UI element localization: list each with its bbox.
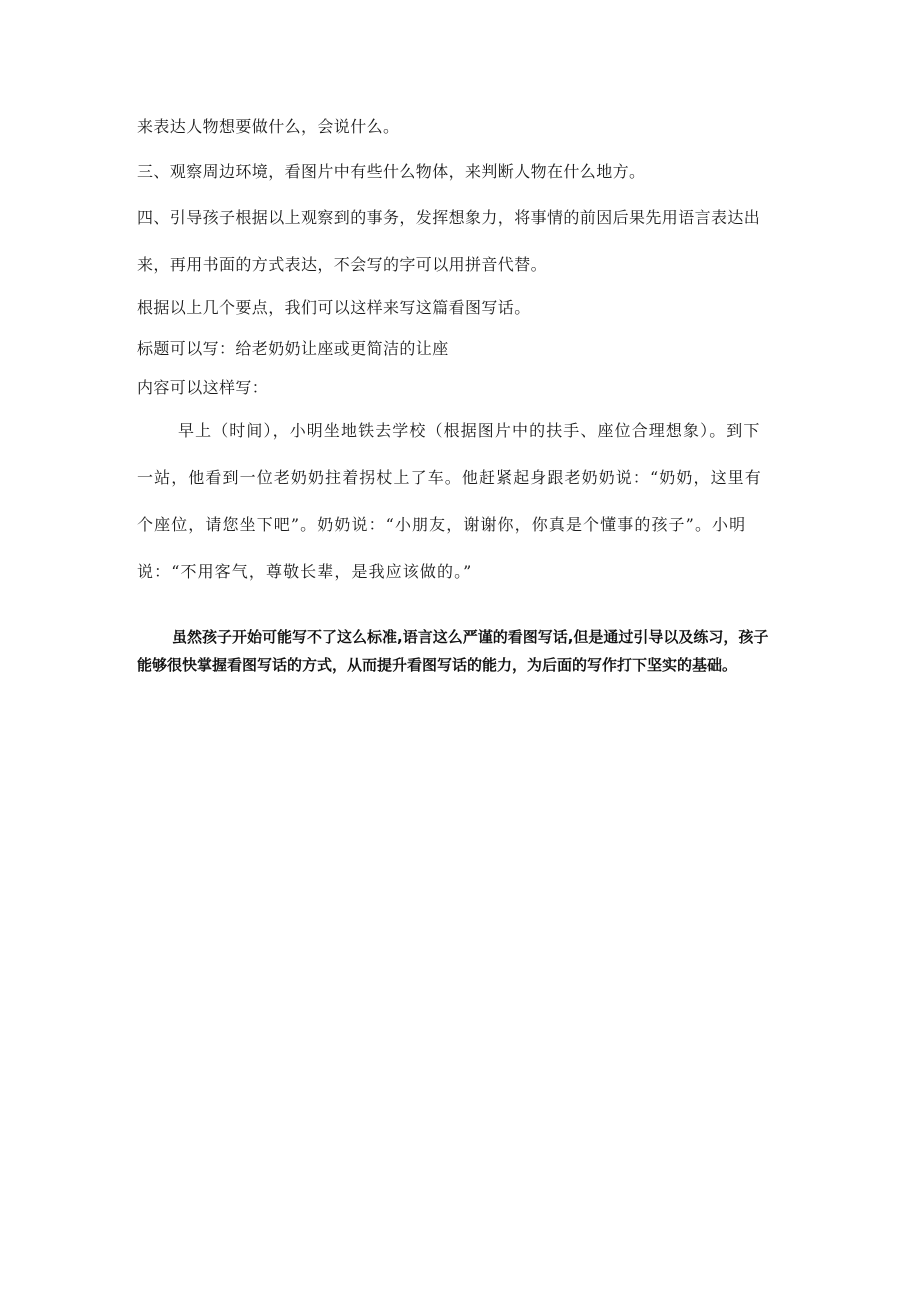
guide-line-2: 三、观察周边环境，看图片中有些什么物体，来判断人物在什么地方。 [137,162,646,181]
closing-line-2: 能够很快掌握看图写话的方式，从而提升看图写话的能力，为后面的写作打下坚实的基础。 [137,656,738,674]
story-line-2: 一站，他看到一位老奶奶拄着拐杖上了车。他赶紧起身跟老奶奶说：“奶奶，这里有 [137,468,762,487]
guide-line-5: 根据以上几个要点，我们可以这样来写这篇看图写话。 [137,298,531,317]
guide-line-7: 内容可以这样写： [137,378,269,397]
story-line-4: 说：“不用客气，尊敬长辈，是我应该做的。” [137,562,473,581]
story-line-1: 早上（时间），小明坐地铁去学校（根据图片中的扶手、座位合理想象）。到下 [178,421,761,440]
story-line-3: 个座位，请您坐下吧”。奶奶说：“小朋友，谢谢你，你真是个懂事的孩子”。小明 [137,515,747,534]
guide-line-6: 标题可以写：给老奶奶让座或更简洁的让座 [137,339,449,358]
guide-line-4: 来，再用书面的方式表达，不会写的字可以用拼音代替。 [137,255,548,274]
guide-line-3: 四、引导孩子根据以上观察到的事务，发挥想象力，将事情的前因后果先用语言表达出 [137,208,761,227]
closing-line-1: 虽然孩子开始可能写不了这么标准,语言这么严谨的看图写话,但是通过引导以及练习，孩子 [172,628,769,646]
guide-line-1: 来表达人物想要做什么，会说什么。 [137,117,400,136]
